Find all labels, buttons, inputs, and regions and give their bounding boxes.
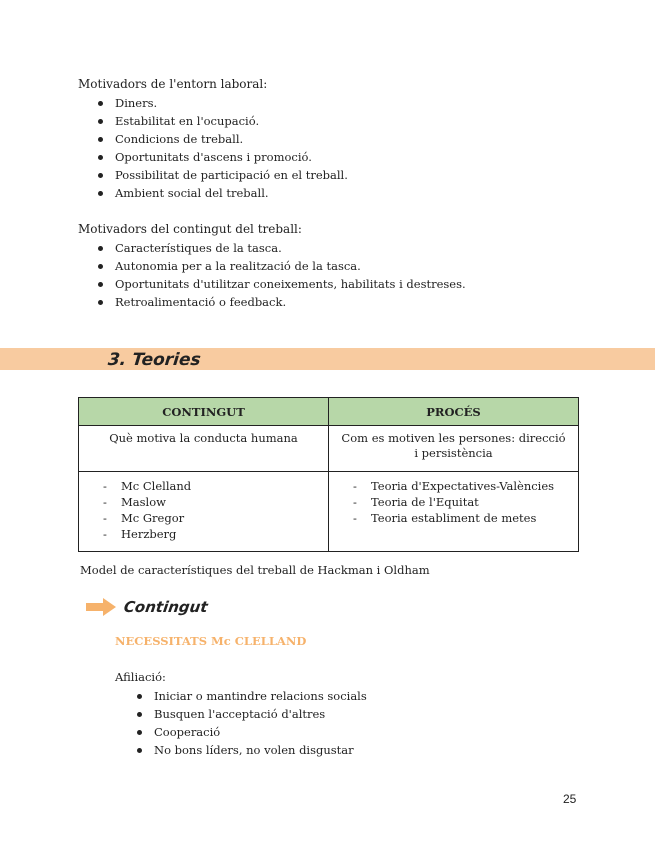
needs-heading: NECESSITATS Mc CLELLAND bbox=[115, 634, 307, 648]
content-motivators-heading: Motivadors del contingut del treball: bbox=[78, 222, 302, 236]
list-item: - Maslow bbox=[103, 494, 328, 510]
list-item: Iniciar o mantindre relacions socials bbox=[154, 689, 367, 703]
workplace-motivators-list bbox=[115, 94, 348, 202]
process-theories-list bbox=[353, 478, 578, 526]
section-banner bbox=[0, 348, 655, 370]
list-item: - Mc Clelland bbox=[103, 478, 328, 494]
table-header-process: PROCÉS bbox=[329, 398, 579, 426]
table-header-row bbox=[79, 398, 579, 426]
table-header-content: CONTINGUT bbox=[79, 398, 329, 426]
list-item: Retroalimentació o feedback. bbox=[115, 293, 466, 311]
list-item: Busquen l'acceptació d'altres bbox=[154, 705, 367, 723]
process-theories-cell bbox=[329, 472, 579, 552]
affiliation-list bbox=[154, 687, 367, 759]
list-item: Autonomia per a la realització de la tasca. bbox=[115, 257, 466, 275]
section-title: 3. Teories bbox=[106, 350, 202, 370]
list-item: Cooperació bbox=[154, 723, 367, 741]
list-item: - Teoria d'Expectatives-Valències bbox=[353, 478, 578, 494]
theories-table bbox=[78, 397, 579, 552]
list-item: - Herzberg bbox=[103, 526, 328, 542]
list-item: Diners. bbox=[115, 94, 348, 112]
content-theories-list bbox=[103, 478, 328, 542]
page-number: 25 bbox=[563, 792, 577, 806]
list-item: No bons líders, no volen disgustar bbox=[154, 741, 367, 759]
list-item: Característiques de la tasca. bbox=[115, 239, 466, 257]
process-description: Com es motiven les persones: direcció i persistència bbox=[329, 426, 579, 472]
list-item: - Teoria de l'Equitat bbox=[353, 494, 578, 510]
table-row bbox=[79, 472, 579, 552]
workplace-motivators-heading: Motivadors de l'entorn laboral: bbox=[78, 77, 268, 91]
list-item: Oportunitats d'ascens i promoció. bbox=[115, 148, 348, 166]
arrow-right-icon bbox=[86, 598, 116, 616]
list-item: Estabilitat en l'ocupació. bbox=[115, 112, 348, 130]
list-item: - Teoria establiment de metes bbox=[353, 510, 578, 526]
content-theories-cell bbox=[79, 472, 329, 552]
content-motivators-list bbox=[115, 239, 466, 311]
list-item: Ambient social del treball. bbox=[115, 184, 348, 202]
list-item: - Mc Gregor bbox=[103, 510, 328, 526]
model-note: Model de característiques del treball de Hackman i Oldham bbox=[80, 563, 430, 577]
table-row bbox=[79, 426, 579, 472]
content-description: Què motiva la conducta humana bbox=[79, 426, 329, 472]
list-item: Condicions de treball. bbox=[115, 130, 348, 148]
list-item: Possibilitat de participació en el treball. bbox=[115, 168, 348, 182]
subsection-title: Contingut bbox=[122, 598, 209, 616]
list-item: Oportunitats d'utilitzar coneixements, habilitats i destreses. bbox=[115, 277, 466, 291]
affiliation-heading: Afiliació: bbox=[115, 670, 166, 684]
